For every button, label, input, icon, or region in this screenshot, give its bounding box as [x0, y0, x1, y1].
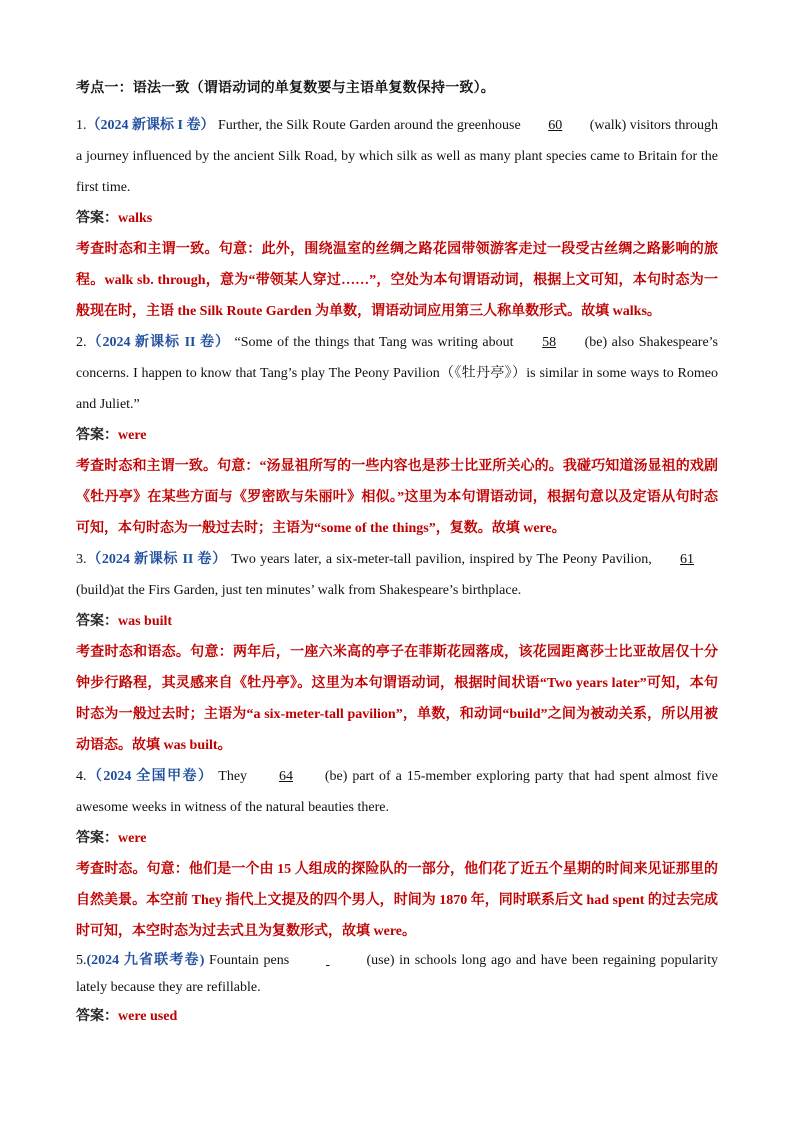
- answer-value: were: [118, 428, 147, 443]
- answer-value: were: [118, 831, 147, 846]
- question-text-after: (walk) visitors through a journey influenced by the ancient Silk Road, by which silk as well as many plant species came to Britain for the first time.: [76, 118, 719, 195]
- explanation: 考查时态和主谓一致。句意：此外，围绕温室的丝绸之路花园带领游客走过一段受古丝绸之路影响的旅程。walk sb. through，意为“带领某人穿过……”，空处为本句谓语动词，根据上文可知，本句时态为一般现在时，主语 the Silk Route Garden 为单数，谓语动词应用第三人称单数形式。故填 walks。: [76, 242, 718, 319]
- question-text-before: Further, the Silk Route Garden around the greenhouse: [217, 118, 521, 133]
- question-4: [76, 761, 718, 823]
- answer-blank[interactable]: 61: [680, 552, 695, 567]
- answer-label: 答案：: [76, 211, 118, 226]
- question-text-after: (use) in schools long ago and have been regaining popularity lately because they are refillable.: [76, 953, 719, 995]
- answer-line: [76, 1001, 718, 1032]
- question-number: 1.: [76, 118, 87, 133]
- answer-blank[interactable]: 58: [542, 335, 557, 350]
- question-3: [76, 544, 718, 606]
- question-source: （2024 新课标 II 卷）: [86, 552, 227, 567]
- answer-line: [76, 203, 718, 234]
- answer-label: 答案：: [76, 831, 118, 846]
- question-source: (2024 九省联考卷): [86, 953, 205, 968]
- question-text-after: (build)at the Firs Garden, just ten minutes’ walk from Shakespeare’s birthplace.: [76, 583, 522, 598]
- answer-value: were used: [118, 1009, 178, 1024]
- explanation: 考查时态和语态。句意：两年后，一座六米高的亭子在菲斯花园落成，该花园距离莎士比亚故居仅十分钟步行路程，其灵感来自《牡丹亭》。这里为本句谓语动词，根据时间状语“Two years later”可知，本句时态为一般过去时；主语为“a six-meter-tall pavilion”，单数，和动词“build”之间为被动关系，所以用被动语态。故填 was built。: [76, 645, 718, 753]
- question-text-before: They: [218, 769, 248, 784]
- answer-label: 答案：: [76, 1009, 118, 1024]
- question-source: （2024 全国甲卷）: [86, 769, 214, 784]
- answer-value: was built: [118, 614, 173, 629]
- question-number: 2.: [76, 335, 87, 350]
- question-source: （2024 新课标 I 卷）: [86, 118, 215, 133]
- answer-line: [76, 420, 718, 451]
- question-1: [76, 110, 718, 203]
- question-text-after: (be) also Shakespeare’s concerns. I happen to know that Tang’s play The Peony Pavilion（《牡丹亭》）is similar in some ways to Romeo and Juliet.”: [76, 335, 718, 412]
- question-number: 5.: [76, 953, 87, 968]
- question-2: [76, 327, 718, 420]
- answer-line: [76, 823, 718, 854]
- document-page: [76, 78, 718, 1032]
- answer-blank[interactable]: [294, 947, 362, 974]
- answer-line: [76, 606, 718, 637]
- section-heading: 考点一：语法一致（谓语动词的单复数要与主语单复数保持一致）。: [76, 81, 495, 96]
- explanation: 考查时态和主谓一致。句意：“汤显祖所写的一些内容也是莎士比亚所关心的。我碰巧知道汤显祖的戏剧《牡丹亭》在某些方面与《罗密欧与朱丽叶》相似。”这里为本句谓语动词，根据句意以及定语从句时态可知，本句时态为一般过去时；主语为“some of the things”，复数。故填 were。: [76, 459, 718, 536]
- question-number: 4.: [76, 769, 87, 784]
- answer-label: 答案：: [76, 614, 118, 629]
- question-text-before: Fountain pens: [209, 953, 290, 968]
- question-5: [76, 947, 718, 1001]
- explanation: 考查时态。句意：他们是一个由 15 人组成的探险队的一部分，他们花了近五个星期的时间来见证那里的自然美景。本空前 They 指代上文提及的四个男人，时间为 1870 年，同时联系后文 had spent 的过去完成时可知，本空时态为过去式且为复数形式，故填 were。: [76, 862, 718, 939]
- answer-label: 答案：: [76, 428, 118, 443]
- answer-value: walks: [118, 211, 153, 226]
- question-text-after: (be) part of a 15-member exploring party that had spent almost five awesome weeks in witness of the natural beauties there.: [76, 769, 718, 815]
- answer-blank[interactable]: 64: [278, 769, 293, 784]
- question-text-before: “Some of the things that Tang was writing about: [234, 335, 514, 350]
- question-source: （2024 新课标 II 卷）: [86, 335, 230, 350]
- answer-blank[interactable]: 60: [548, 118, 563, 133]
- question-text-before: Two years later, a six-meter-tall pavilion, inspired by The Peony Pavilion,: [231, 552, 652, 567]
- question-number: 3.: [76, 552, 87, 567]
